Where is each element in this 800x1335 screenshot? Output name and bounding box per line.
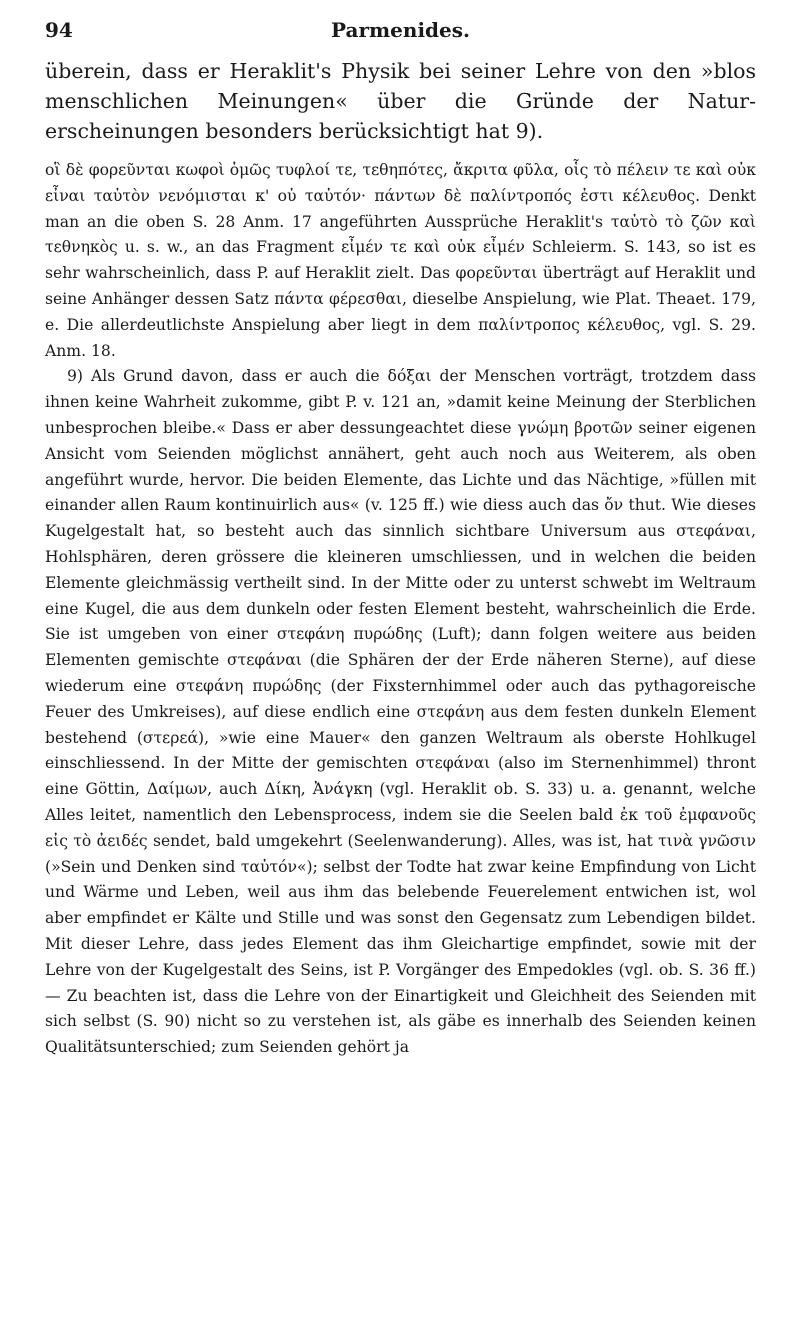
- main-text: überein, dass er Heraklit's Physik bei seiner Lehre von den »blos menschlichen Meinungen« über die Gründe der Natur-erscheinungen besonders berücksichtigt hat 9).: [45, 59, 756, 143]
- page-header: [45, 18, 756, 48]
- footnotes: [45, 158, 756, 1061]
- running-head: Parmenides.: [331, 18, 470, 42]
- footnote-9: 9) Als Grund davon, dass er auch die δόξαι der Menschen vorträgt, trotzdem dass ihnen keine Wahrheit zukomme, gibt P. v. 121 an, »damit keine Meinung der Sterblichen unbesprochen bleibe.« Dass er aber dessungeachtet diese γνώμη βροτῶν seiner eigenen Ansicht vom Seienden möglichst annähert, geht auch noch aus Weiterem, als oben angeführt wurde, hervor. Die beiden Elemente, das Lichte und das Nächtige, »füllen mit einander allen Raum kontinuirlich aus« (v. 125 ff.) wie diess auch das ὄν thut. Wie dieses Kugelgestalt hat, so besteht auch das sinnlich sichtbare Universum aus στεφάναι, Hohlsphären, deren grössere die kleineren umschliessen, und in welchen die beiden Elemente gleichmässig vertheilt sind. In der Mitte oder zu unterst schwebt im Weltraum eine Kugel, die aus dem dunkeln oder festen Element besteht, wahrscheinlich die Erde. Sie ist umgeben von einer στεφάνη πυρώδης (Luft); dann folgen weitere aus beiden Elementen gemischte στεφάναι (die Sphären der der Erde näheren Sterne), auf diese wiederum eine στεφάνη πυρώδης (der Fixsternhimmel oder auch das pythagoreische Feuer des Umkreises), auf diese endlich eine στεφάνη aus dem festen dunkeln Element bestehend (στερεά), »wie eine Mauer« den ganzen Weltraum als oberste Hohlkugel einschliessend. In der Mitte der gemischten στεφάναι (also im Sternenhimmel) thront eine Göttin, Δαίμων, auch Δίκη, Ἀνάγκη (vgl. Heraklit ob. S. 33) u. a. genannt, welche Alles leitet, namentlich den Lebensprocess, indem sie die Seelen bald ἐκ τοῦ ἐμφανοῦς εἰς τὸ ἀειδές sendet, bald umgekehrt (Seelenwanderung). Alles, was ist, hat τινὰ γνῶσιν (»Sein und Denken sind ταὐτόν«); selbst der Todte hat zwar keine Empfindung von Licht und Wärme und Leben, weil aus ihm das belebende Feuerelement entwichen ist, wol aber empfindet er Kälte und Stille und was sonst den Gegensatz zum Lebendigen bildet. Mit dieser Lehre, dass jedes Element das ihm Gleichartige empfindet, sowie mit der Lehre von der Kugelgestalt des Seins, ist P. Vorgänger des Empedokles (vgl. ob. S. 36 ff.) — Zu beachten ist, dass die Lehre von der Einartigkeit und Gleichheit des Seienden mit sich selbst (S. 90) nicht so zu verstehen ist, als gäbe es innerhalb des Seienden keinen Qualitätsunterschied; zum Seienden gehört ja: [45, 367, 756, 1057]
- footnote-continuation: οἳ δὲ φορεῦνται κωφοὶ ὁμῶς τυφλοί τε, τεθηπότες, ἄκριτα φῦλα, οἷς τὸ πέλειν τε καὶ οὐκ εἶναι ταὐτὸν νενόμισται κ' οὐ ταὐτόν· πάντων δὲ παλίντροπός ἐστι κέλευθος. Denkt man an die oben S. 28 Anm. 17 angeführten Aussprüche Heraklit's ταὐτὸ τὸ ζῶν καὶ τεθνηκὸς u. s. w., an das Fragment εἶμέν τε καὶ οὐκ εἶμέν Schleierm. S. 143, so ist es sehr wahrscheinlich, dass P. auf Heraklit zielt. Das φορεῦνται überträgt auf Heraklit und seine Anhänger dessen Satz πάντα φέρεσθαι, dieselbe Anspielung, wie Plat. Theaet. 179, e. Die allerdeutlichste Anspielung aber liegt in dem παλίντροπος κέλευθος, vgl. S. 29. Anm. 18.: [45, 161, 756, 360]
- page-number: 94: [45, 18, 73, 42]
